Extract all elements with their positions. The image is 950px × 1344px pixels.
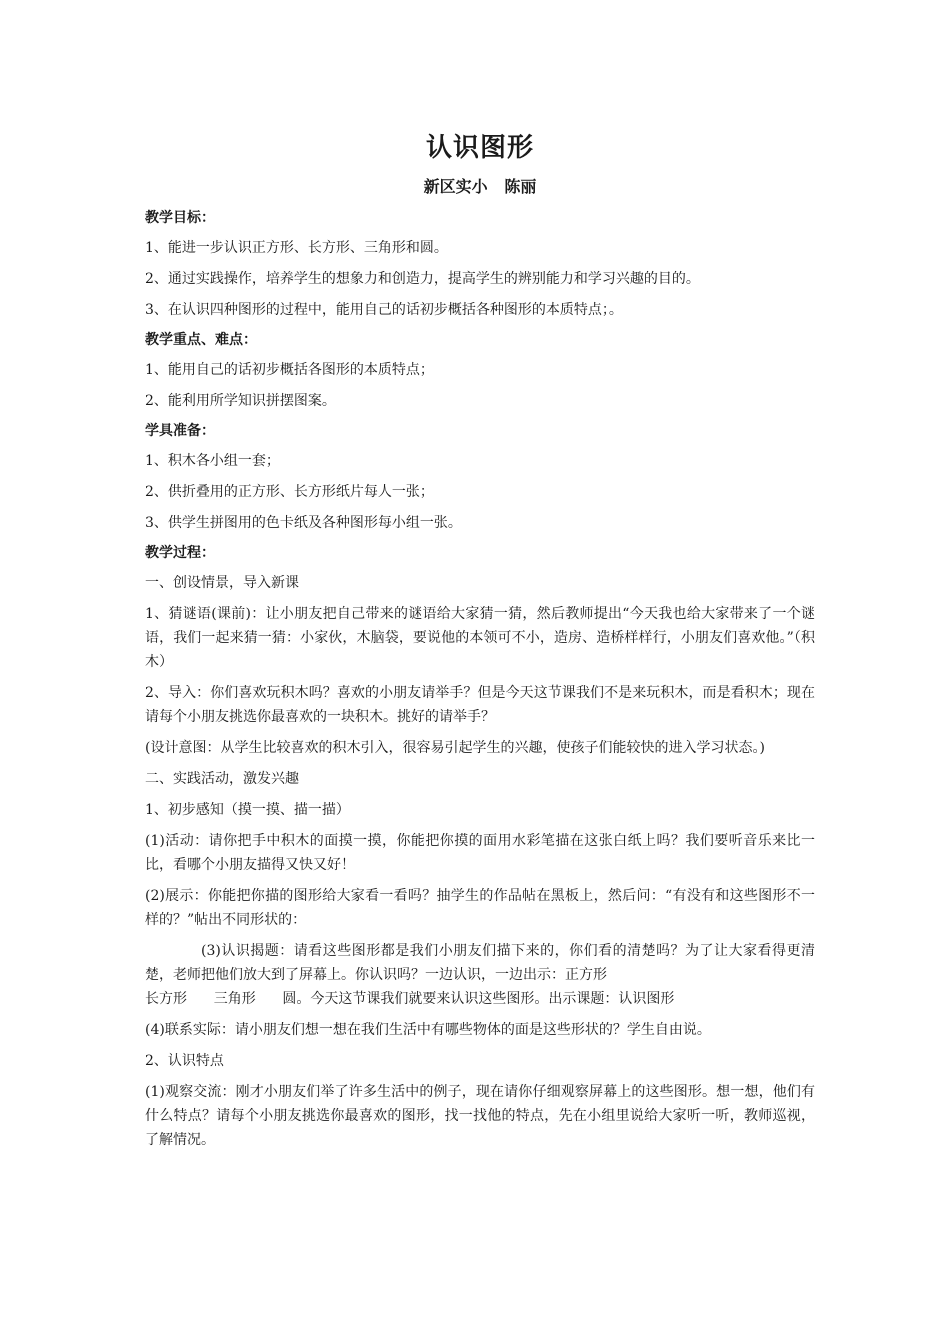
paragraph: (4)联系实际：请小朋友们想一想在我们生活中有哪些物体的面是这些形状的？学生自由说。 bbox=[145, 1022, 711, 1038]
section-heading: 学具准备： bbox=[145, 423, 215, 439]
paragraph: 2、导入：你们喜欢玩积木吗？喜欢的小朋友请举手？但是今天这节课我们不是来玩积木，而是看积木；现在请每个小朋友挑选你最喜欢的一块积木。挑好的请举手？ bbox=[145, 685, 815, 725]
reveal-paragraph bbox=[145, 939, 815, 1011]
paragraph: 2、能利用所学知识拼摆图案。 bbox=[145, 393, 336, 409]
paragraph: 1、能用自己的话初步概括各图形的本质特点； bbox=[145, 362, 434, 378]
document-author: 新区实小 陈丽 bbox=[423, 177, 537, 196]
paragraph: (2)展示：你能把你描的图形给大家看一看吗？抽学生的作品帖在黑板上，然后问：“有没有和这些图形不一样的？”帖出不同形状的： bbox=[145, 888, 815, 928]
paragraph: 3、供学生拼图用的色卡纸及各种图形每小组一张。 bbox=[145, 515, 462, 531]
section-heading: 教学重点、难点： bbox=[145, 332, 257, 348]
document-title: 认识图形 bbox=[425, 133, 534, 163]
paragraph: 一、创设情景，导入新课 bbox=[145, 575, 299, 591]
shapes-line: 长方形 三角形 圆。今天这节课我们就要来认识这些图形。出示课题：认识图形 bbox=[145, 991, 675, 1007]
section-heading: 教学目标： bbox=[145, 210, 215, 226]
section-key-points bbox=[145, 329, 815, 413]
paragraph: 2、通过实践操作，培养学生的想象力和创造力，提高学生的辨别能力和学习兴趣的目的。 bbox=[145, 271, 700, 287]
paragraph: (1)观察交流：刚才小朋友们举了许多生活中的例子，现在请你仔细观察屏幕上的这些图形。想一想，他们有什么特点？请每个小朋友挑选你最喜欢的图形，找一找他的特点，先在小组里说给大家听一听，教师巡视，了解情况。 bbox=[145, 1084, 815, 1148]
section-materials bbox=[145, 420, 815, 535]
paragraph: 1、积木各小组一套； bbox=[145, 453, 280, 469]
document-page bbox=[145, 128, 815, 1152]
paragraph: 1、初步感知（摸一摸、描一描） bbox=[145, 802, 350, 818]
paragraph: 1、猜谜语(课前)：让小朋友把自己带来的谜语给大家猜一猜，然后教师提出“今天我也给大家带来了一个谜语，我们一起来猜一猜：小家伙，木脑袋，要说他的本领可不小，造房、造桥样样行，小朋友们喜欢他。”（积木） bbox=[145, 606, 815, 670]
reveal-lead: (3)认识揭题：请看这些图形都是我们小朋友们描下来的，你们看的清楚吗？为了让大家看得更清楚，老师把他们放大到了屏幕上。你认识吗？一边认识，一边出示：正方形 bbox=[145, 943, 815, 983]
paragraph: 2、供折叠用的正方形、长方形纸片每人一张； bbox=[145, 484, 434, 500]
section-process bbox=[145, 542, 815, 1152]
paragraph: 2、认识特点 bbox=[145, 1053, 224, 1069]
paragraph: 1、能进一步认识正方形、长方形、三角形和圆。 bbox=[145, 240, 448, 256]
section-goals bbox=[145, 207, 815, 322]
section-heading: 教学过程： bbox=[145, 545, 215, 561]
paragraph: (设计意图：从学生比较喜欢的积木引入，很容易引起学生的兴趣，使孩子们能较快的进入学习状态。) bbox=[145, 740, 765, 756]
paragraph: 3、在认识四种图形的过程中，能用自己的话初步概括各种图形的本质特点；。 bbox=[145, 302, 623, 318]
paragraph: (1)活动：请你把手中积木的面摸一摸，你能把你摸的面用水彩笔描在这张白纸上吗？我们要听音乐来比一比，看哪个小朋友描得又快又好！ bbox=[145, 833, 815, 873]
paragraph: 二、实践活动，激发兴趣 bbox=[145, 771, 299, 787]
